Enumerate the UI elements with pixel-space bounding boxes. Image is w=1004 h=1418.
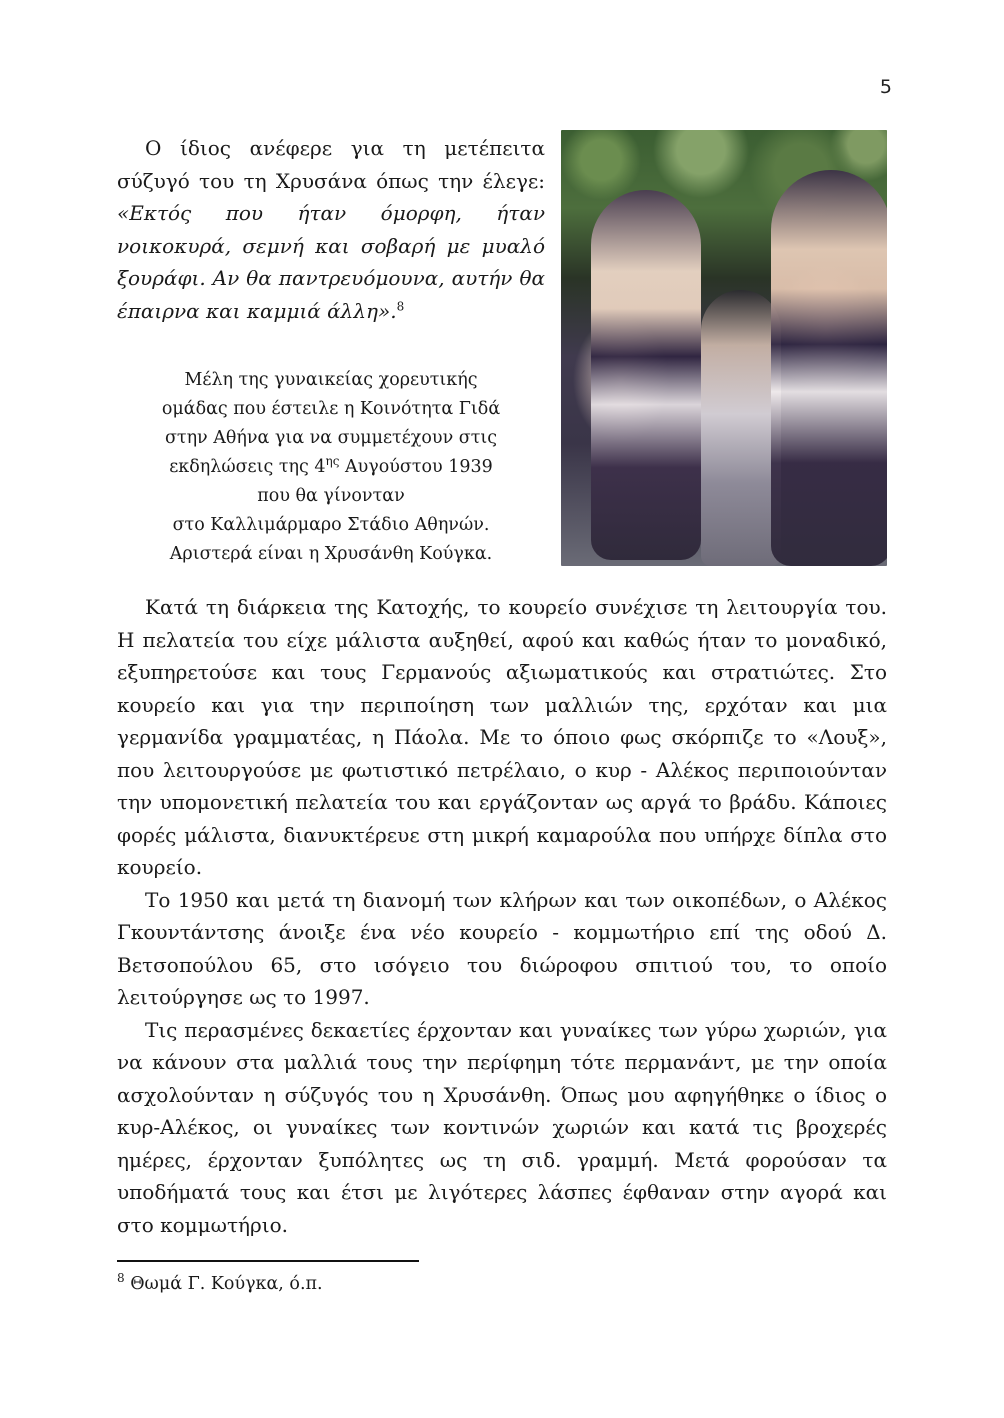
footnote <box>117 1270 887 1298</box>
page-number: 5 <box>879 76 892 98</box>
caption-line-part: Αυγούστου 1939 <box>339 457 493 477</box>
body-paragraph: Κατά τη διάρκεια της Κατοχής, το κουρείο συνέχισε τη λειτουργία του. Η πελατεία του είχε μάλιστα αυξηθεί, αφού και καθώς ήταν το μοναδικό, εξυπηρετούσε και τους Γερμανούς αξιωματικούς και στρατιώτες. Στο κουρείο και για την περιποίηση των μαλλιών της, ερχόταν και μια γερμανίδα γραμματέας, η Πάολα. Με το όποιο φως σκόρπιζε το «Λουξ», που λειτουργούσε με φωτιστικό πετρέλαιο, ο κυρ - Αλέκος περιποιούνταν την υπομονετική πελατεία του και εργάζονταν ως αργά το βράδυ. Κάποιες φορές μάλιστα, διανυκτέρευε στη μικρή καμαρούλα που υπήρχε δίπλα στο κουρείο. <box>117 595 887 879</box>
footnote-text: Θωμά Γ. Κούγκα, ό.π. <box>124 1274 323 1294</box>
body-text <box>117 591 887 1241</box>
caption-line: στο Καλλιμάρμαρο Στάδιο Αθηνών. <box>172 515 490 535</box>
photo-figure-right <box>771 170 887 566</box>
caption-line: ομάδας που έστειλε η Κοινότητα Γιδά <box>161 399 501 419</box>
intro-quote: «Εκτός που ήταν όμορφη, ήταν νοικοκυρά, σεμνή και σοβαρή με μυαλό ξουράφι. Αν θα παντρευόμουνα, αυτήν θα έπαιρνα και καμμιά άλλη». <box>117 201 545 323</box>
footnote-number: 8 <box>117 1271 125 1286</box>
footnote-reference: 8 <box>396 298 405 313</box>
body-paragraph: Το 1950 και μετά τη διανομή των κλήρων και των οικοπέδων, ο Αλέκος Γκουντάντσης άνοιξε ένα νέο κουρείο - κομμωτήριο επί της οδού Δ. Βετσοπούλου 65, στο ισόγειο του διώροφου σπιτιού του, το οποίο λειτούργησε ως το 1997. <box>117 887 887 1009</box>
caption-ordinal-suffix: ης <box>325 454 340 469</box>
historical-photo <box>561 130 887 566</box>
caption-line <box>169 454 493 477</box>
caption-line: που θα γίνονταν <box>257 486 405 506</box>
photo-figure-left <box>591 190 701 560</box>
caption-line: Αριστερά είναι η Χρυσάνθη Κούγκα. <box>169 544 493 564</box>
caption-line: Μέλη της γυναικείας χορευτικής <box>184 370 478 390</box>
photo-figure-middle <box>701 290 781 566</box>
caption-line-part: εκδηλώσεις της 4 <box>169 457 326 477</box>
footnote-divider <box>117 1260 419 1262</box>
intro-lead-text: Ο ίδιος ανέφερε για τη μετέπειτα σύζυγό του τη Χρυσάνα όπως την έλεγε: <box>117 136 545 193</box>
body-paragraph: Τις περασμένες δεκαετίες έρχονταν και γυναίκες των γύρω χωριών, για να κάνουν στα μαλλιά τους την περίφημη τότε περμανάντ, με την οποία ασχολούνταν η σύζυγός του η Χρυσάνθη. Όπως μου αφηγήθηκε ο ίδιος ο κυρ-Αλέκος, οι γυναίκες των κοντινών χωριών και κατά τις βροχερές ημέρες, έρχονταν ξυπόλητες ως τη σιδ. γραμμή. Μετά φορούσαν τα υποδήματά τους και έτσι με λιγότερες λάσπες έφθαναν στην αγορά και στο κομμωτήριο. <box>117 1017 887 1237</box>
caption-line: στην Αθήνα για να συμμετέχουν στις <box>164 428 498 448</box>
photo-caption <box>117 366 545 569</box>
intro-paragraph <box>117 132 545 327</box>
